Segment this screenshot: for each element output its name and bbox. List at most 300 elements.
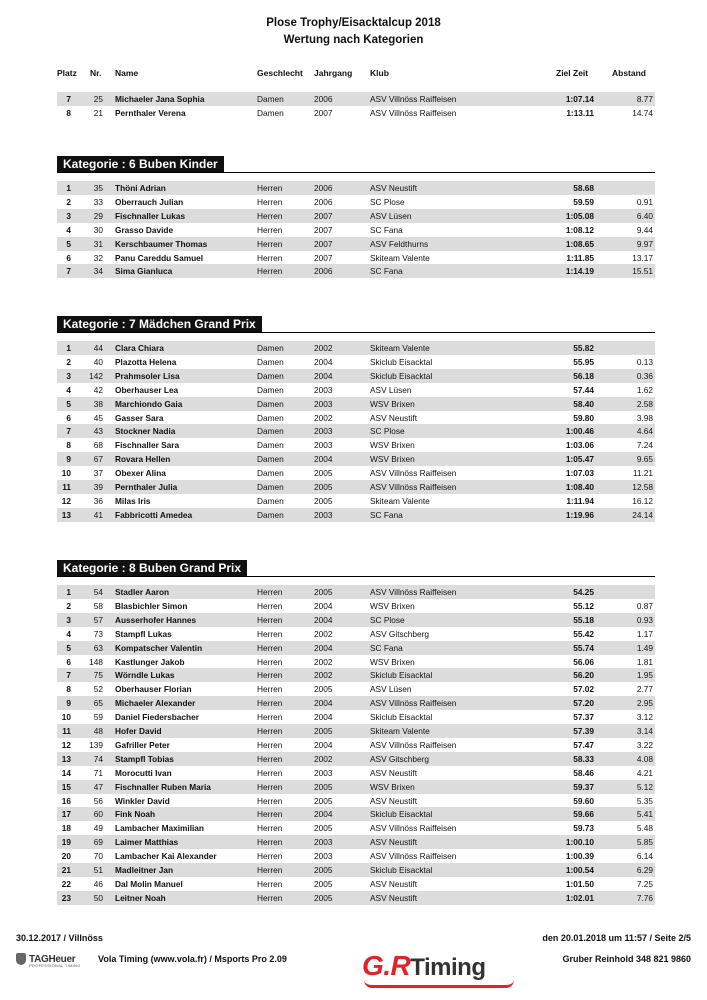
cell-klub: Skiclub Eisacktal <box>370 670 433 681</box>
cell-abstand: 24.14 <box>632 509 653 520</box>
cell-jahrgang: 2004 <box>314 739 333 750</box>
cell-platz: 5 <box>66 642 71 653</box>
cell-jahrgang: 2007 <box>314 224 333 235</box>
cell-name: Lambacher Kai Alexander <box>115 851 217 862</box>
cell-geschlecht: Damen <box>257 482 284 492</box>
cell-nr: 49 <box>93 823 103 834</box>
table-row <box>57 209 655 223</box>
cell-zielzeit: 55.95 <box>573 356 594 367</box>
category-heading <box>57 156 655 173</box>
cell-jahrgang: 2004 <box>314 454 333 465</box>
table-row <box>57 383 655 397</box>
cell-jahrgang: 2002 <box>314 670 333 681</box>
cell-platz: 1 <box>66 343 71 353</box>
cell-nr: 57 <box>93 614 103 625</box>
cell-nr: 46 <box>93 878 103 889</box>
cell-name: Stadler Aaron <box>115 587 170 597</box>
cell-platz: 19 <box>61 837 71 848</box>
table-row <box>57 341 655 355</box>
cell-geschlecht: Herren <box>257 600 283 611</box>
cell-klub: SC Plose <box>370 614 405 625</box>
cell-name: Blasbichler Simon <box>115 600 188 611</box>
cell-klub: ASV Lüsen <box>370 684 412 695</box>
cell-platz: 7 <box>66 426 71 437</box>
cell-platz: 4 <box>66 628 71 639</box>
cell-nr: 40 <box>93 356 103 367</box>
cell-zielzeit: 59.66 <box>573 809 594 820</box>
table-row <box>57 438 655 452</box>
table-row <box>57 264 655 278</box>
cell-zielzeit: 59.59 <box>573 196 594 207</box>
cell-klub: Skiclub Eisacktal <box>370 712 433 723</box>
cell-geschlecht: Damen <box>257 495 284 506</box>
cell-jahrgang: 2005 <box>314 684 333 695</box>
cell-jahrgang: 2003 <box>314 767 333 778</box>
cell-nr: 38 <box>93 398 103 409</box>
table-row <box>57 627 655 641</box>
cell-zielzeit: 59.37 <box>573 781 594 792</box>
cell-klub: Skiteam Valente <box>370 726 430 736</box>
cell-abstand: 1.95 <box>636 670 653 681</box>
cell-jahrgang: 2004 <box>314 642 333 653</box>
cell-zielzeit: 1:03.06 <box>565 440 594 451</box>
cell-klub: ASV Villnöss Raiffeisen <box>370 482 457 492</box>
cell-platz: 20 <box>61 851 71 862</box>
cell-geschlecht: Herren <box>257 726 283 736</box>
cell-nr: 142 <box>89 370 103 381</box>
cell-klub: SC Fana <box>370 224 403 235</box>
cell-geschlecht: Damen <box>257 398 284 409</box>
cell-geschlecht: Damen <box>257 343 284 353</box>
table-row <box>57 411 655 425</box>
cell-abstand: 4.64 <box>636 426 653 437</box>
cell-platz: 8 <box>66 107 71 118</box>
table-row <box>57 223 655 237</box>
table-row <box>57 891 655 905</box>
cell-klub: ASV Neustift <box>370 892 418 903</box>
cell-klub: ASV Neustift <box>370 183 418 193</box>
table-row <box>57 424 655 438</box>
cell-jahrgang: 2007 <box>314 210 333 221</box>
cell-jahrgang: 2007 <box>314 252 333 263</box>
cell-geschlecht: Damen <box>257 509 284 520</box>
cell-name: Wörndle Lukas <box>115 670 175 681</box>
cell-name: Prahmsoler Lisa <box>115 370 180 381</box>
col-nr: Nr. <box>90 68 102 78</box>
cell-abstand: 1.62 <box>636 384 653 395</box>
cell-name: Pernthaler Julia <box>115 482 178 492</box>
table-row <box>57 369 655 383</box>
cell-abstand: 9.97 <box>636 238 653 249</box>
cell-jahrgang: 2005 <box>314 468 333 479</box>
cell-zielzeit: 1:11.94 <box>566 495 594 506</box>
cell-abstand: 0.91 <box>636 196 653 207</box>
cell-abstand: 8.77 <box>636 94 653 104</box>
cell-jahrgang: 2004 <box>314 712 333 723</box>
cell-platz: 14 <box>61 767 71 778</box>
cell-abstand: 13.17 <box>632 252 653 263</box>
cell-klub: ASV Feldthurns <box>370 238 429 249</box>
table-row <box>57 780 655 794</box>
cell-geschlecht: Herren <box>257 670 283 681</box>
table-row <box>57 682 655 696</box>
cell-abstand: 6.29 <box>636 865 653 875</box>
cell-abstand: 9.65 <box>636 454 653 465</box>
cell-zielzeit: 55.82 <box>573 343 594 353</box>
gr-logo-text-b: Timing <box>410 954 486 981</box>
cell-nr: 54 <box>93 587 103 597</box>
table-row <box>57 821 655 835</box>
cell-klub: Skiclub Eisacktal <box>370 356 433 367</box>
cell-name: Thöni Adrian <box>115 183 166 193</box>
cell-platz: 8 <box>66 440 71 451</box>
cell-name: Laimer Matthias <box>115 837 179 848</box>
cell-geschlecht: Herren <box>257 210 283 221</box>
cell-name: Marchiondo Gaia <box>115 398 183 409</box>
cell-jahrgang: 2005 <box>314 795 333 806</box>
col-geschlecht: Geschlecht <box>257 68 303 78</box>
cell-zielzeit: 1:01.50 <box>565 878 594 889</box>
cell-platz: 13 <box>61 753 71 764</box>
cell-platz: 2 <box>66 196 71 207</box>
cell-abstand: 6.40 <box>636 210 653 221</box>
cell-zielzeit: 1:08.40 <box>565 482 594 492</box>
cell-nr: 47 <box>93 781 103 792</box>
cell-geschlecht: Herren <box>257 698 283 709</box>
cell-zielzeit: 1:08.12 <box>565 224 594 235</box>
cell-jahrgang: 2003 <box>314 440 333 451</box>
cell-abstand: 7.25 <box>636 878 653 889</box>
cell-geschlecht: Herren <box>257 753 283 764</box>
cell-jahrgang: 2005 <box>314 823 333 834</box>
contact-info: Gruber Reinhold 348 821 9860 <box>562 954 691 964</box>
cell-name: Daniel Fiedersbacher <box>115 712 199 723</box>
cell-abstand: 5.35 <box>636 795 653 806</box>
cell-name: Fischnaller Lukas <box>115 210 186 221</box>
cell-zielzeit: 55.42 <box>573 628 594 639</box>
cell-geschlecht: Herren <box>257 851 283 862</box>
cell-nr: 50 <box>93 892 103 903</box>
cell-nr: 39 <box>93 482 103 492</box>
col-platz: Platz <box>57 68 77 78</box>
cell-zielzeit: 1:13.11 <box>566 107 594 118</box>
table-row <box>57 655 655 669</box>
cell-abstand: 12.58 <box>632 482 653 492</box>
cell-abstand: 3.22 <box>636 739 653 750</box>
cell-nr: 73 <box>93 628 103 639</box>
cell-nr: 69 <box>93 837 103 848</box>
cell-jahrgang: 2004 <box>314 600 333 611</box>
cell-jahrgang: 2003 <box>314 398 333 409</box>
cell-nr: 42 <box>93 384 103 395</box>
cell-zielzeit: 1:07.03 <box>565 468 594 479</box>
footer-date-place: 30.12.2017 / Villnöss <box>16 933 103 943</box>
cell-klub: Skiteam Valente <box>370 495 430 506</box>
cell-abstand: 7.76 <box>636 892 653 903</box>
cell-platz: 3 <box>66 210 71 221</box>
cell-geschlecht: Herren <box>257 238 283 249</box>
table-row <box>57 877 655 891</box>
cell-zielzeit: 57.39 <box>573 726 594 736</box>
cell-abstand: 5.48 <box>636 823 653 834</box>
cell-geschlecht: Damen <box>257 440 284 451</box>
cell-abstand: 11.21 <box>632 468 653 479</box>
cell-geschlecht: Herren <box>257 642 283 653</box>
cell-nr: 71 <box>93 767 103 778</box>
table-row <box>57 397 655 411</box>
cell-abstand: 4.08 <box>636 753 653 764</box>
cell-platz: 6 <box>66 252 71 263</box>
cell-klub: WSV Brixen <box>370 440 415 451</box>
table-row <box>57 195 655 209</box>
cell-nr: 34 <box>93 266 103 277</box>
cell-geschlecht: Herren <box>257 837 283 848</box>
cell-jahrgang: 2002 <box>314 628 333 639</box>
cell-klub: ASV Neustift <box>370 837 418 848</box>
cell-nr: 36 <box>93 495 103 506</box>
cell-zielzeit: 55.18 <box>573 614 594 625</box>
cell-zielzeit: 1:00.46 <box>565 426 594 437</box>
cell-zielzeit: 1:11.85 <box>566 252 594 263</box>
cell-jahrgang: 2002 <box>314 656 333 667</box>
cell-jahrgang: 2004 <box>314 698 333 709</box>
cell-platz: 6 <box>66 412 71 423</box>
cell-zielzeit: 55.12 <box>573 600 594 611</box>
cell-platz: 7 <box>66 670 71 681</box>
cell-platz: 10 <box>61 712 71 723</box>
cell-name: Stampfl Tobias <box>115 753 174 764</box>
cell-geschlecht: Damen <box>257 426 284 437</box>
cell-nr: 31 <box>93 238 103 249</box>
cell-zielzeit: 58.40 <box>573 398 594 409</box>
cell-klub: ASV Neustift <box>370 878 418 889</box>
cell-zielzeit: 58.33 <box>573 753 594 764</box>
cell-geschlecht: Damen <box>257 356 284 367</box>
table-row <box>57 237 655 251</box>
table-row <box>57 480 655 494</box>
cell-name: Gasser Sara <box>115 412 164 423</box>
cell-geschlecht: Herren <box>257 628 283 639</box>
cell-zielzeit: 57.20 <box>573 698 594 709</box>
cell-geschlecht: Herren <box>257 795 283 806</box>
cell-geschlecht: Herren <box>257 767 283 778</box>
cell-nr: 65 <box>93 698 103 709</box>
cell-zielzeit: 1:14.19 <box>565 266 594 277</box>
cell-jahrgang: 2005 <box>314 726 333 736</box>
cell-abstand: 0.13 <box>636 356 653 367</box>
cell-platz: 2 <box>66 600 71 611</box>
cell-klub: ASV Villnöss Raiffeisen <box>370 587 457 597</box>
cell-nr: 30 <box>93 224 103 235</box>
cell-platz: 9 <box>66 698 71 709</box>
cell-abstand: 2.58 <box>636 398 653 409</box>
cell-zielzeit: 55.74 <box>573 642 594 653</box>
cell-name: Plazotta Helena <box>115 356 177 367</box>
cell-geschlecht: Herren <box>257 739 283 750</box>
cell-jahrgang: 2006 <box>314 183 333 193</box>
cell-jahrgang: 2005 <box>314 781 333 792</box>
page-title: Plose Trophy/Eisacktalcup 2018 <box>266 17 441 29</box>
cell-platz: 11 <box>62 482 71 492</box>
cell-platz: 2 <box>66 356 71 367</box>
cell-name: Morocutti Ivan <box>115 767 172 778</box>
cell-abstand: 3.14 <box>636 726 653 736</box>
cell-jahrgang: 2005 <box>314 495 333 506</box>
cell-geschlecht: Herren <box>257 183 283 193</box>
cell-geschlecht: Herren <box>257 823 283 834</box>
cell-geschlecht: Herren <box>257 684 283 695</box>
table-row <box>57 92 655 106</box>
cell-nr: 59 <box>93 712 103 723</box>
cell-name: Fabbricotti Amedea <box>115 509 193 520</box>
cell-zielzeit: 56.06 <box>573 656 594 667</box>
col-name: Name <box>115 68 139 78</box>
cell-nr: 51 <box>93 865 103 875</box>
cell-jahrgang: 2006 <box>314 196 333 207</box>
cell-zielzeit: 59.73 <box>573 823 594 834</box>
cell-jahrgang: 2005 <box>314 482 333 492</box>
cell-nr: 45 <box>93 412 103 423</box>
cell-name: Winkler David <box>115 795 170 806</box>
cell-klub: SC Plose <box>370 426 405 437</box>
cell-nr: 35 <box>93 183 103 193</box>
cell-platz: 6 <box>66 656 71 667</box>
vola-credit: Vola Timing (www.vola.fr) / Msports Pro 2.09 <box>98 954 287 964</box>
table-row <box>57 251 655 265</box>
cell-klub: ASV Lüsen <box>370 210 412 221</box>
table-row <box>57 452 655 466</box>
cell-nr: 29 <box>93 210 103 221</box>
cell-zielzeit: 1:05.08 <box>565 210 594 221</box>
cell-geschlecht: Herren <box>257 252 283 263</box>
cell-klub: ASV Villnöss Raiffeisen <box>370 698 457 709</box>
cell-nr: 56 <box>93 795 103 806</box>
cell-abstand: 7.24 <box>636 440 653 451</box>
table-row <box>57 863 655 877</box>
cell-platz: 12 <box>61 495 71 506</box>
cell-nr: 74 <box>93 753 103 764</box>
cell-name: Oberrauch Julian <box>115 196 184 207</box>
cell-nr: 41 <box>93 509 103 520</box>
cell-name: Gafriller Peter <box>115 739 170 750</box>
cell-klub: Skiteam Valente <box>370 252 430 263</box>
cell-klub: SC Fana <box>370 509 403 520</box>
cell-name: Hofer David <box>115 726 162 736</box>
table-row <box>57 794 655 808</box>
table-row <box>57 766 655 780</box>
table-row <box>57 807 655 821</box>
cell-abstand: 1.81 <box>636 656 653 667</box>
cell-jahrgang: 2007 <box>314 238 333 249</box>
table-row <box>57 494 655 508</box>
cell-platz: 23 <box>61 892 71 903</box>
cell-name: Ausserhofer Hannes <box>115 614 197 625</box>
cell-klub: Skiclub Eisacktal <box>370 809 433 820</box>
cell-jahrgang: 2003 <box>314 509 333 520</box>
cell-platz: 22 <box>61 878 71 889</box>
cell-name: Stockner Nadia <box>115 426 176 437</box>
cell-jahrgang: 2002 <box>314 753 333 764</box>
cell-jahrgang: 2005 <box>314 587 333 597</box>
cell-klub: ASV Villnöss Raiffeisen <box>370 851 457 862</box>
cell-platz: 5 <box>66 238 71 249</box>
cell-jahrgang: 2004 <box>314 614 333 625</box>
cell-nr: 32 <box>93 252 103 263</box>
table-row <box>57 696 655 710</box>
cell-abstand: 0.93 <box>636 614 653 625</box>
cell-platz: 8 <box>66 684 71 695</box>
cell-nr: 21 <box>93 107 103 118</box>
swoosh-icon <box>364 980 514 988</box>
cell-nr: 58 <box>93 600 103 611</box>
cell-jahrgang: 2004 <box>314 809 333 820</box>
cell-jahrgang: 2004 <box>314 356 333 367</box>
col-klub: Klub <box>370 68 389 78</box>
cell-name: Lambacher Maximilian <box>115 823 204 834</box>
cell-klub: SC Fana <box>370 642 403 653</box>
cell-klub: Skiteam Valente <box>370 343 430 353</box>
cell-nr: 67 <box>93 454 103 465</box>
cell-nr: 52 <box>93 684 103 695</box>
cell-name: Leitner Noah <box>115 892 166 903</box>
col-jahrgang: Jahrgang <box>314 68 353 78</box>
cell-platz: 7 <box>66 94 71 104</box>
cell-name: Milas Iris <box>115 495 151 506</box>
cell-nr: 44 <box>93 343 103 353</box>
cell-jahrgang: 2003 <box>314 384 333 395</box>
cell-jahrgang: 2003 <box>314 426 333 437</box>
cell-abstand: 16.12 <box>632 495 653 506</box>
cell-name: Pernthaler Verena <box>115 107 186 118</box>
cell-klub: ASV Lüsen <box>370 384 412 395</box>
cell-zielzeit: 1:05.47 <box>565 454 594 465</box>
cell-platz: 15 <box>61 781 71 792</box>
cell-klub: SC Plose <box>370 196 405 207</box>
cell-jahrgang: 2002 <box>314 343 333 353</box>
cell-name: Rovara Hellen <box>115 454 171 465</box>
cell-platz: 11 <box>62 726 71 736</box>
cell-name: Oberhauser Lea <box>115 384 179 395</box>
cell-geschlecht: Herren <box>257 781 283 792</box>
cell-geschlecht: Herren <box>257 878 283 889</box>
cell-jahrgang: 2003 <box>314 837 333 848</box>
cell-klub: ASV Villnöss Raiffeisen <box>370 739 457 750</box>
cell-nr: 60 <box>93 809 103 820</box>
table-row <box>57 466 655 480</box>
cell-platz: 1 <box>66 587 71 597</box>
cell-platz: 9 <box>66 454 71 465</box>
table-row <box>57 599 655 613</box>
cell-abstand: 1.17 <box>636 628 653 639</box>
col-abstand: Abstand <box>612 68 646 78</box>
cell-geschlecht: Damen <box>257 370 284 381</box>
cell-zielzeit: 1:00.54 <box>565 865 594 875</box>
cell-jahrgang: 2005 <box>314 892 333 903</box>
table-row <box>57 710 655 724</box>
cell-abstand: 6.14 <box>636 851 653 862</box>
cell-name: Michaeler Alexander <box>115 698 196 709</box>
cell-name: Panu Careddu Samuel <box>115 252 204 263</box>
cell-zielzeit: 57.37 <box>573 712 594 723</box>
cell-nr: 48 <box>93 726 103 736</box>
cell-abstand: 3.12 <box>636 712 653 723</box>
cell-geschlecht: Herren <box>257 809 283 820</box>
cell-platz: 4 <box>66 224 71 235</box>
cell-platz: 4 <box>66 384 71 395</box>
cell-jahrgang: 2005 <box>314 878 333 889</box>
cell-nr: 37 <box>93 468 103 479</box>
cell-platz: 3 <box>66 614 71 625</box>
